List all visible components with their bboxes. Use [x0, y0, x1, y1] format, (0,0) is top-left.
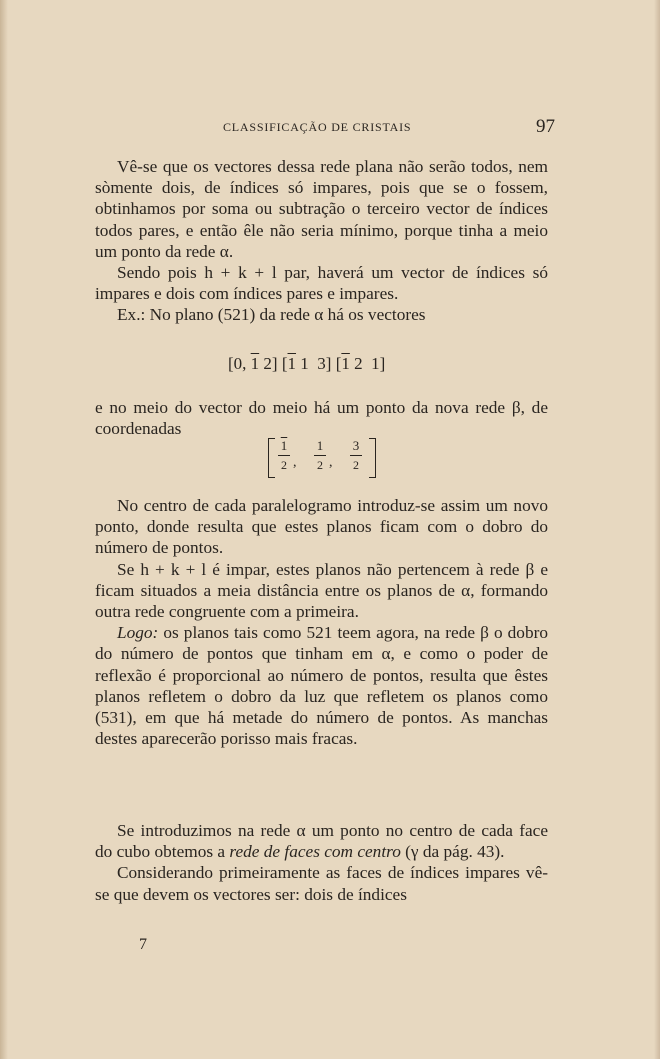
text-block-3	[95, 495, 548, 749]
italic-term: rede de faces com centro	[229, 842, 401, 862]
fraction-3: 3 2	[348, 438, 364, 472]
signature-mark: 7	[139, 936, 147, 953]
vector-2: [1 1 3]	[277, 354, 332, 373]
text-block-1	[95, 156, 548, 326]
paragraph: Se h + k + l é impar, estes planos não pertencem à rede β e ficam situados a meia distância entre os planos de α, formando outra rede congruente com a primeira.	[95, 559, 548, 622]
vector-list	[228, 354, 385, 374]
vector-3: [1 2 1]	[331, 354, 386, 373]
text-block-4	[95, 820, 548, 905]
paragraph: Se introduzimos na rede α um ponto no centro de cada face do cubo obtemos a rede de faces com centro (γ da pág. 43).	[95, 821, 548, 862]
paragraph: e no meio do vector do meio há um ponto da nova rede β, de coordenadas	[95, 398, 548, 439]
page-edge-right	[654, 0, 660, 1059]
paragraph: Sendo pois h + k + l par, haverá um vector de índices só impares e dois com índices pares e impares.	[95, 263, 548, 304]
paragraph: Ex.: No plano (521) da rede α há os vectores	[117, 305, 426, 325]
logo-lead: Logo:	[117, 623, 159, 643]
paragraph: Vê-se que os vectores dessa rede plana não serão todos, nem sòmente dois, de índices só impares, pois que se o fossem, obtinhamos por soma ou subtração o terceiro vector de índices todos pares, e então êle não seria mínimo, porque tinha a meio um ponto da rede α.	[95, 157, 548, 261]
fraction-1: 1 2	[276, 438, 292, 472]
page-header	[110, 118, 555, 140]
vector-1: [0, 1 2]	[228, 354, 278, 373]
paragraph-logo: Logo: os planos tais como 521 teem agora, na rede β o dobro do número de pontos que tinham em α, e como o poder de reflexão é proporcional ao número de pontos, resulta que êstes planos refletem o dobro da luz que refletem os planos como (531), em que há metade do número de pontos. As manchas destes aparecerão porisso mais fracas.	[95, 623, 548, 749]
page-number: 97	[536, 116, 555, 137]
coordinate-bracket: 1 2 , 1 2 , 3 2	[268, 438, 376, 478]
running-head: CLASSIFICAÇÃO DE CRISTAIS	[223, 120, 412, 134]
bracket-right	[369, 438, 376, 478]
page-edge-left	[0, 0, 8, 1059]
paragraph: Considerando primeiramente as faces de índices impares vê-se que devem os vectores ser: dois de índices	[95, 863, 548, 904]
text-block-2	[95, 397, 548, 439]
paragraph: No centro de cada paralelogramo introduz-se assim um novo ponto, donde resulta que estes planos ficam com o dobro do número de pontos.	[95, 496, 548, 558]
fraction-2: 1 2	[312, 438, 328, 472]
bracket-left	[268, 438, 275, 478]
